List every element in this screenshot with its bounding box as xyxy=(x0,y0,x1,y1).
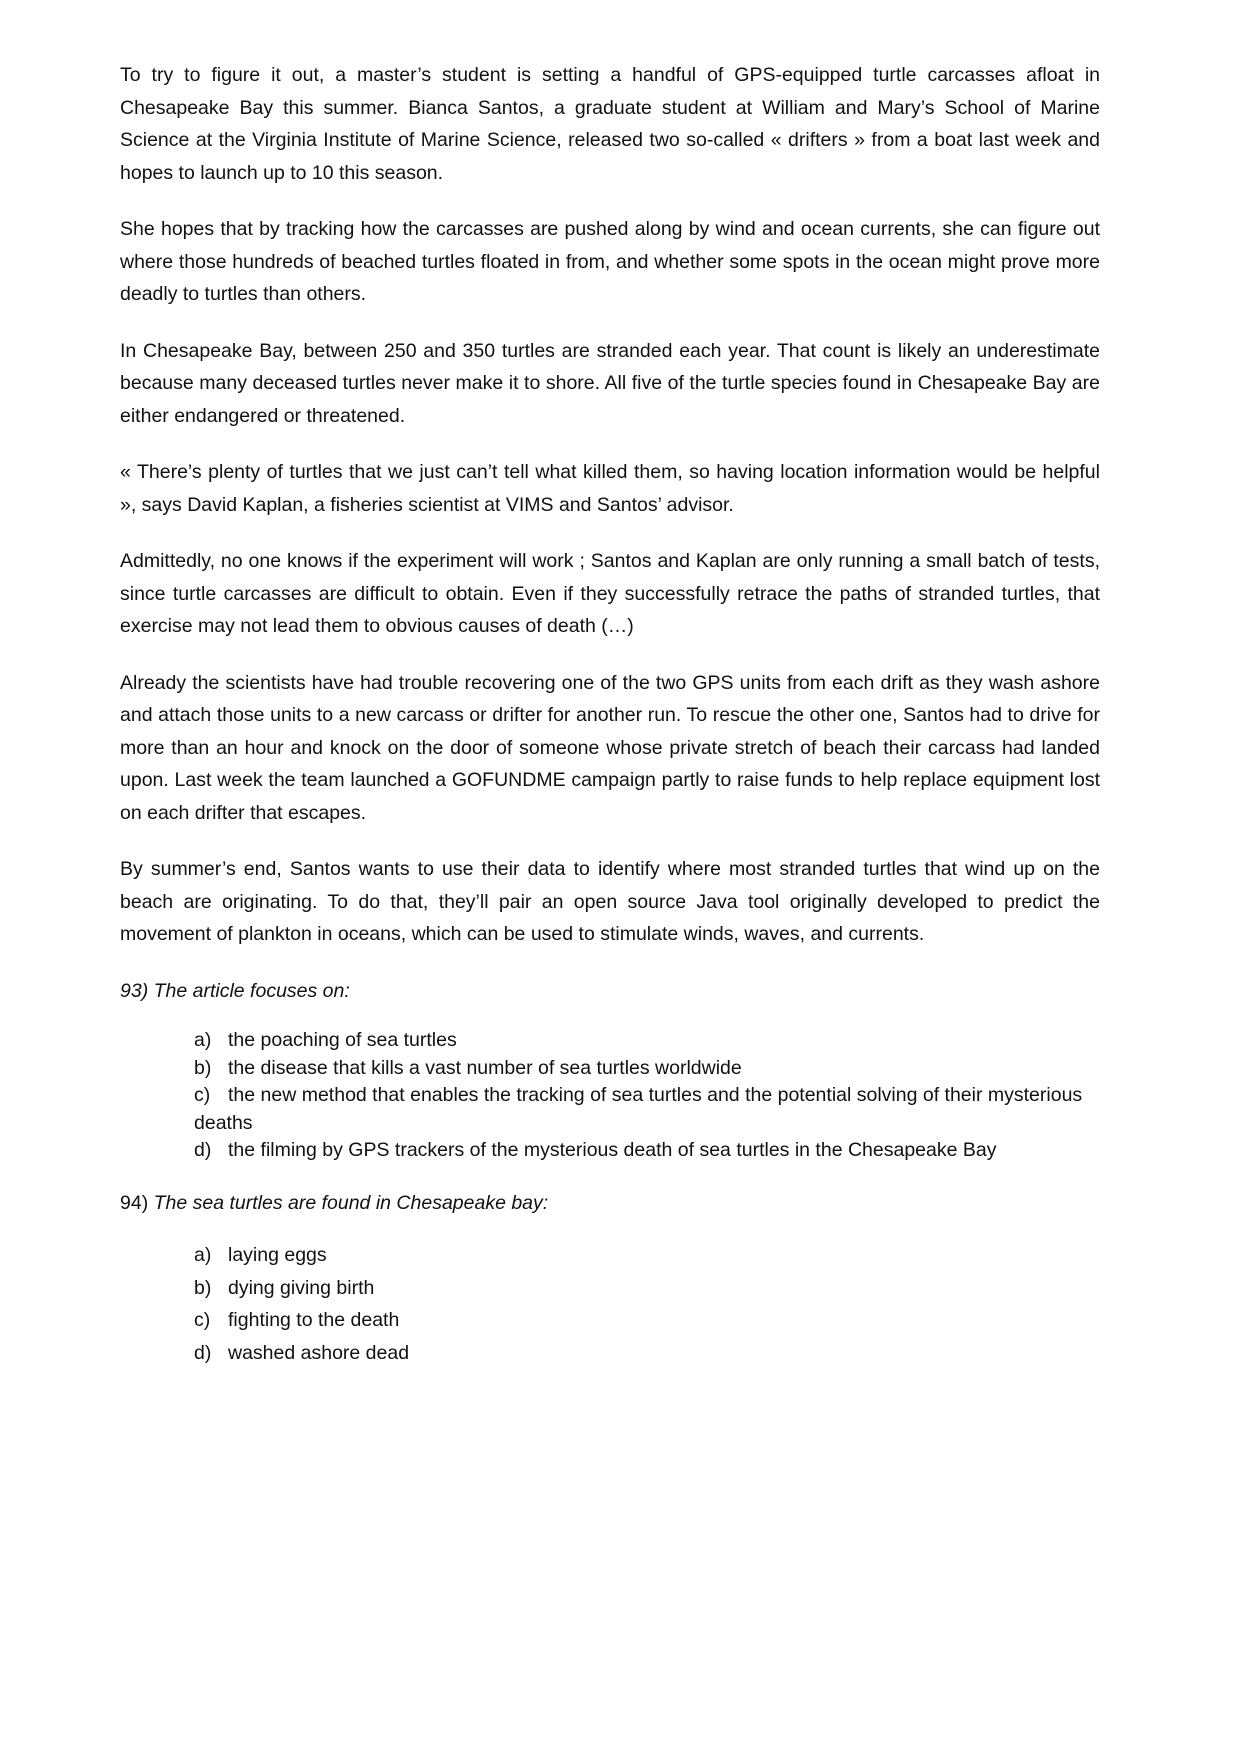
option-letter: c) xyxy=(194,1084,211,1106)
option-text: laying eggs xyxy=(228,1244,327,1266)
question-93-number: 93) xyxy=(120,979,149,1002)
option-94-a xyxy=(194,1239,1100,1272)
option-text: fighting to the death xyxy=(228,1309,400,1331)
option-letter: b) xyxy=(194,1056,212,1079)
question-94-text: The sea turtles are found in Chesapeake bay: xyxy=(153,1191,549,1214)
option-letter: d) xyxy=(194,1139,212,1161)
paragraph-7: By summer’s end, Santos wants to use their data to identify where most stranded turtles that wind up on the beach are originating. To do that, they’ll pair an open source Java tool originally developed to predict the movement of plankton in oceans, which can be used to stimulate winds, waves, and currents. xyxy=(120,858,1100,945)
question-93-text: The article focuses on: xyxy=(153,979,350,1002)
paragraph-1: To try to figure it out, a master’s student is setting a handful of GPS-equipped turtle carcasses afloat in Chesapeake Bay this summer. Bianca Santos, a graduate student at William and Mary’s School of Marine Science at the Virginia Institute of Marine Science, released two so-called « drifters » from a boat last week and hopes to launch up to 10 this season. xyxy=(120,64,1100,184)
option-text: the poaching of sea turtles xyxy=(228,1029,457,1051)
option-93-d xyxy=(194,1137,1100,1165)
option-93-b xyxy=(194,1055,1100,1083)
option-text: the disease that kills a vast number of sea turtles worldwide xyxy=(228,1056,742,1079)
option-letter: d) xyxy=(194,1341,212,1364)
option-93-a xyxy=(194,1027,1100,1055)
option-94-c xyxy=(194,1304,1100,1337)
option-text: the filming by GPS trackers of the mysterious death of sea turtles in the Chesapeake Bay xyxy=(228,1139,997,1161)
question-93-options xyxy=(120,1027,1100,1165)
option-94-d xyxy=(194,1337,1100,1370)
paragraph-5: Admittedly, no one knows if the experiment will work ; Santos and Kaplan are only running a small batch of tests, since turtle carcasses are difficult to obtain. Even if they successfully retrace the paths of stranded turtles, that exercise may not lead them to obvious causes of death (…) xyxy=(120,550,1100,637)
option-93-c xyxy=(194,1082,1100,1137)
page-content xyxy=(120,59,1100,1391)
question-94-number: 94) xyxy=(120,1191,149,1214)
option-letter: a) xyxy=(194,1029,212,1051)
option-letter: a) xyxy=(194,1244,212,1266)
option-text: the new method that enables the tracking of sea turtles and the potential solving of their mysterious deaths xyxy=(194,1084,1083,1134)
option-94-b xyxy=(194,1272,1100,1305)
option-letter: b) xyxy=(194,1276,212,1299)
question-94-options xyxy=(120,1239,1100,1369)
option-text: dying giving birth xyxy=(228,1276,375,1299)
paragraph-6: Already the scientists have had trouble recovering one of the two GPS units from each drift as they wash ashore and attach those units to a new carcass or drifter for another run. To rescue the other one, Santos had to drive for more than an hour and knock on the door of someone whose private stretch of beach their carcass had landed upon. Last week the team launched a GOFUNDME campaign partly to raise funds to help replace equipment lost on each drifter that escapes. xyxy=(120,671,1100,824)
question-94 xyxy=(120,1187,1100,1220)
paragraph-4: « There’s plenty of turtles that we just can’t tell what killed them, so having location information would be helpful », says David Kaplan, a fisheries scientist at VIMS and Santos’ advisor. xyxy=(120,461,1100,516)
question-93 xyxy=(120,975,1100,1008)
paragraph-2: She hopes that by tracking how the carcasses are pushed along by wind and ocean currents, she can figure out where those hundreds of beached turtles floated in from, and whether some spots in the ocean might prove more deadly to turtles than others. xyxy=(120,218,1100,305)
option-letter: c) xyxy=(194,1309,211,1331)
option-text: washed ashore dead xyxy=(228,1341,410,1364)
paragraph-3: In Chesapeake Bay, between 250 and 350 turtles are stranded each year. That count is likely an underestimate because many deceased turtles never make it to shore. All five of the turtle species found in Chesapeake Bay are either endangered or threatened. xyxy=(120,339,1100,427)
